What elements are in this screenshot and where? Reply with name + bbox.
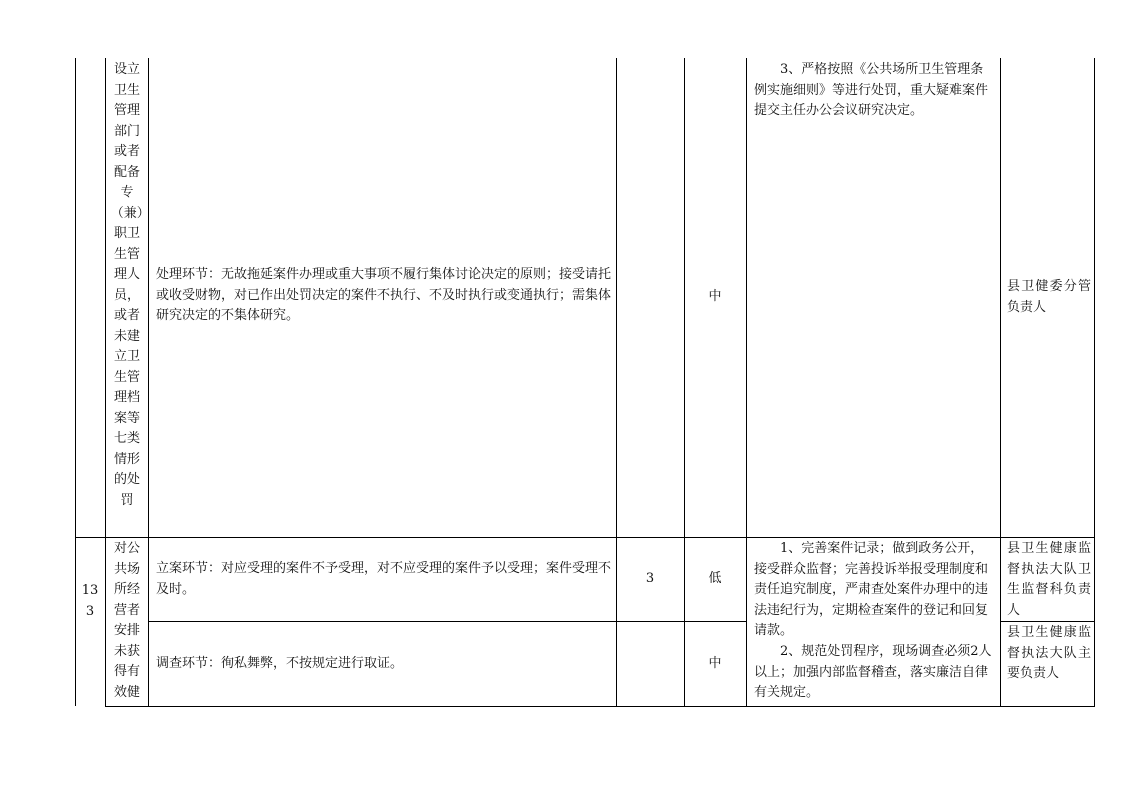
responsible-cell: 县卫健委分管负责人 <box>1007 279 1091 315</box>
responsible-cell: 县卫生健康监督执法大队主要负责人 <box>1007 625 1091 681</box>
risk-level-cell: 低 <box>708 571 722 586</box>
segment-divider <box>1000 621 1095 622</box>
measure-paragraph: 1、完善案件记录；做到政务公开，接受群众监督；完善投诉举报受理制度和责任追究制度，严肃查处案件办理中的违法违纪行为，定期检查案件的登记和回复请款。 <box>754 541 989 638</box>
measure-paragraph: 2、规范处罚程序，现场调查必须2人以上；加强内部监督稽查，落实廉洁自律有关规定。 <box>754 644 992 700</box>
item-name-cell: 对公共场所经营者安排未获得有效健 <box>113 541 140 700</box>
column-divider <box>616 58 617 706</box>
column-divider <box>1000 58 1001 706</box>
risk-link-cell: 立案环节：对应受理的案件不予受理，对不应受理的案件予以受理；案件受理不及时。 <box>156 561 612 597</box>
risk-link-cell: 调查环节：徇私舞弊，不按规定进行取证。 <box>156 656 404 671</box>
column-divider <box>105 58 106 706</box>
column-divider <box>148 58 149 706</box>
segment-divider <box>148 621 746 622</box>
table-border-left <box>75 58 76 706</box>
risk-level-cell: 中 <box>708 289 722 304</box>
column-divider <box>684 58 685 706</box>
table-border-right <box>1094 58 1095 706</box>
item-name-cell: 设立卫生管理部门或者配备专（兼）职卫生管理人员，或者未建立卫生管理档案等七类情形的处罚 <box>110 62 144 508</box>
table-border-bottom <box>105 706 1095 707</box>
risk-score-cell: 3 <box>645 571 655 586</box>
measure-paragraph: 3、严格按照《公共场所卫生管理条例实施细则》等进行处罚，重大疑难案件提交主任办公会议研究决定。 <box>754 62 989 118</box>
responsible-cell: 县卫生健康监督执法大队卫生监督科负责人 <box>1007 541 1091 618</box>
column-divider <box>746 58 747 706</box>
row-divider <box>75 537 1095 538</box>
row-number-cell: 133 <box>81 583 99 619</box>
risk-link-cell: 处理环节：无故拖延案件办理或重大事项不履行集体讨论决定的原则；接受请托或收受财物，对已作出处罚决定的案件不执行、不及时执行或变通执行；需集体研究决定的不集体研究。 <box>156 267 612 323</box>
risk-level-cell: 中 <box>708 656 722 671</box>
